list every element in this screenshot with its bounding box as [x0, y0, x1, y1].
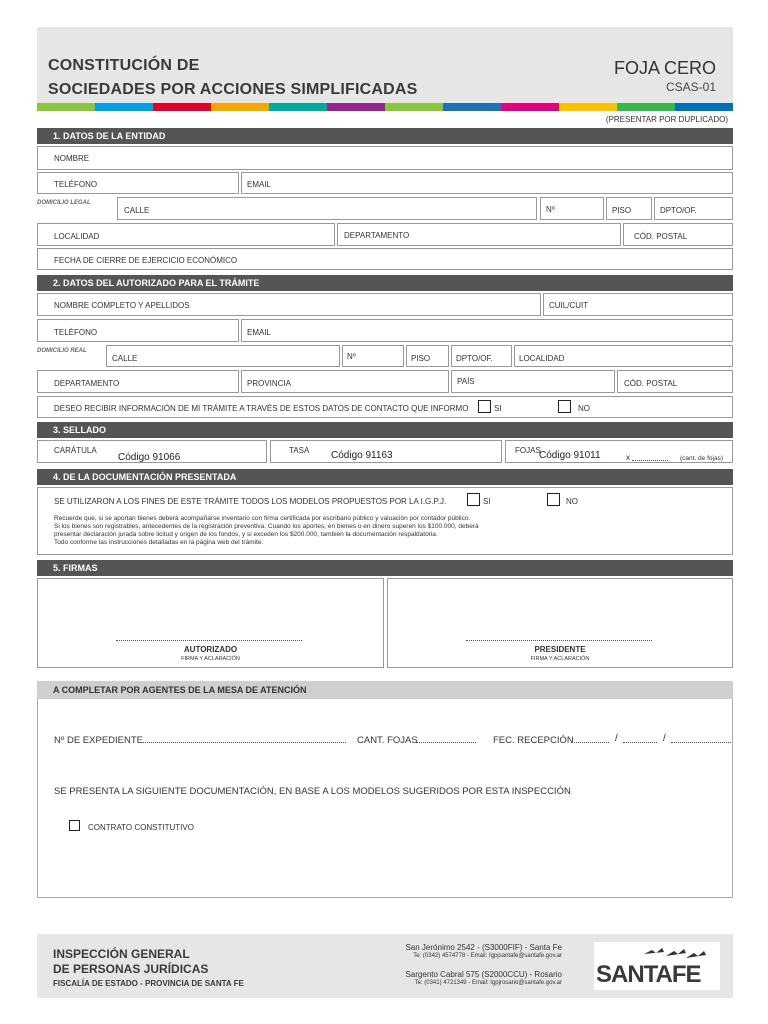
color-stripe — [37, 103, 733, 111]
section-1-header: 1. DATOS DE LA ENTIDAD — [37, 128, 733, 144]
stripe-segment — [617, 103, 675, 111]
fojas-label: FOJAS — [515, 446, 541, 455]
cuil-label: CUIL/CUIT — [549, 301, 589, 310]
autorizado-pais-field[interactable] — [451, 370, 615, 393]
contacto-preferencia-row — [37, 396, 733, 418]
contrato-checkbox[interactable] — [69, 820, 80, 831]
contrato-label: CONTRATO CONSTITUTIVO — [88, 823, 194, 832]
fecha-slash-1: / — [615, 733, 618, 744]
birds-icon — [642, 944, 708, 962]
form-title — [48, 54, 418, 102]
cant-fojas-input[interactable] — [416, 734, 476, 743]
fojas-cant-line — [632, 453, 668, 461]
contacto-no-label: NO — [578, 404, 590, 413]
presidente-signature-box[interactable] — [387, 578, 733, 668]
footer-org-line-2: DE PERSONAS JURÍDICAS — [53, 962, 209, 976]
stripe-segment — [37, 103, 95, 111]
piso-label: PISO — [612, 206, 632, 215]
expediente-label: Nº DE EXPEDIENTE — [54, 735, 143, 746]
nombre-label: NOMBRE — [54, 154, 90, 163]
autorizado-numero-field[interactable] — [342, 345, 404, 367]
fecha-slash-2: / — [663, 733, 666, 744]
note-2: Si los bienes son registrables, antecedentes de la registración preventiva. Cuando los aportes, en bienes o en dinero superen los $100.000, deberá — [54, 523, 479, 530]
documentacion-notes — [54, 515, 479, 547]
footer-addr-1: San Jerónimo 2542 - (S3000FIF) - Santa Fe — [405, 943, 562, 952]
title-line-1: CONSTITUCIÓN DE — [48, 57, 200, 74]
modelos-si-label: SI — [483, 497, 491, 506]
footer-contact-2: Te: (0341) 4721349 - Email: Igpjrosario@santafe.gov.ar — [414, 980, 562, 986]
dpto-label: DPTO/OF. — [660, 206, 697, 215]
calle-label-2: CALLE — [112, 354, 138, 363]
contacto-si-label: SI — [494, 404, 502, 413]
footer-rosario-address — [320, 970, 562, 988]
fecha-cierre-label: FECHA DE CIERRE DE EJERCICIO ECONÓMICO — [54, 256, 238, 265]
stripe-segment — [269, 103, 327, 111]
cant-fojas-label-agentes: CANT. FOJAS — [357, 735, 418, 746]
autorizado-label: AUTORIZADO — [183, 645, 238, 654]
entidad-cod-postal-field[interactable] — [623, 223, 733, 246]
presidente-firma-label: FIRMA Y ACLARACIÓN — [530, 656, 590, 662]
presidente-label: PRESIDENTE — [534, 645, 586, 654]
domicilio-real-label: DOMICILIO REAL — [37, 348, 87, 354]
footer-santafe-address — [320, 943, 562, 961]
provincia-label: PROVINCIA — [247, 379, 292, 388]
tasa-value: Código 91163 — [331, 450, 393, 461]
modelos-no-checkbox[interactable] — [547, 493, 560, 506]
autorizado-departamento-field[interactable] — [37, 370, 239, 393]
calle-label: CALLE — [124, 206, 150, 215]
note-4: Todo conforme las instrucciones detalladas en la página web del trámite. — [54, 539, 264, 546]
footer-org — [53, 947, 208, 977]
entidad-nombre-field[interactable] — [37, 146, 733, 170]
fecha-anio-input[interactable] — [671, 734, 731, 743]
autorizado-piso-field[interactable] — [406, 345, 449, 367]
presenta-label: SE PRESENTA LA SIGUIENTE DOCUMENTACIÓN, EN BASE A LOS MODELOS SUGERIDOS POR ESTA INSPECCIÓN — [54, 786, 571, 797]
fec-recepcion-label: FEC. RECEPCIÓN — [493, 735, 574, 746]
footer-contact-1: Te: (0342) 4574778 - Email: Igpjsantafe@santafe.gov.ar — [413, 953, 562, 959]
agentes-header: A COMPLETAR POR AGENTES DE LA MESA DE ATENCIÓN — [37, 681, 733, 699]
stripe-segment — [501, 103, 559, 111]
entidad-calle-field[interactable] — [117, 197, 537, 220]
localidad-label-2: LOCALIDAD — [519, 354, 565, 363]
autorizado-firma-label: FIRMA Y ACLARACIÓN — [181, 656, 240, 662]
stripe-segment — [385, 103, 443, 111]
entidad-email-field[interactable] — [241, 172, 733, 194]
note-3: presentar declaración jurada sobre licitud y origen de los fondos, y si exceden los $200.000, también la documentación respaldatoria. — [54, 531, 438, 538]
telefono-label-2: TELÉFONO — [54, 328, 98, 337]
footer-org-line-3: FISCALÍA DE ESTADO - PROVINCIA DE SANTA FE — [53, 979, 244, 988]
caratula-label: CARÁTULA — [54, 446, 97, 455]
entidad-telefono-field[interactable] — [37, 172, 239, 194]
autorizado-cod-postal-field[interactable] — [617, 370, 733, 393]
section-2-header: 2. DATOS DEL AUTORIZADO PARA EL TRÁMITE — [37, 275, 733, 291]
expediente-input[interactable] — [140, 734, 346, 743]
cod-postal-label: CÓD. POSTAL — [634, 232, 688, 241]
duplicate-note: (PRESENTAR POR DUPLICADO) — [605, 115, 728, 124]
caratula-value: Código 91066 — [118, 452, 181, 463]
section-5-header: 5. FIRMAS — [37, 560, 733, 576]
dpto-label-2: DPTO/OF. — [456, 354, 493, 363]
documentacion-box — [37, 487, 733, 555]
piso-label-2: PISO — [411, 354, 431, 363]
stripe-segment — [153, 103, 211, 111]
cant-fojas-label: (cant. de fojas) — [680, 455, 723, 462]
modelos-si-checkbox[interactable] — [467, 493, 480, 506]
departamento-label: DEPARTAMENTO — [344, 231, 410, 240]
santafe-logo — [594, 942, 720, 990]
autorizado-provincia-field[interactable] — [241, 370, 449, 393]
stripe-segment — [327, 103, 385, 111]
section-4-header: 4. DE LA DOCUMENTACIÓN PRESENTADA — [37, 469, 733, 485]
departamento-label-2: DEPARTAMENTO — [54, 379, 120, 388]
autorizado-calle-field[interactable] — [106, 345, 340, 367]
telefono-label: TELÉFONO — [54, 180, 98, 189]
stripe-segment — [95, 103, 153, 111]
nombre-completo-label: NOMBRE COMPLETO Y APELLIDOS — [54, 301, 190, 310]
autorizado-signature-box[interactable] — [37, 578, 384, 668]
domicilio-legal-label: DOMICILIO LEGAL — [37, 200, 91, 206]
tasa-label: TASA — [289, 446, 310, 455]
entidad-localidad-field[interactable] — [37, 223, 335, 246]
stripe-segment — [211, 103, 269, 111]
entidad-piso-field[interactable] — [606, 197, 652, 220]
caratula-field[interactable] — [37, 440, 267, 463]
email-label: EMAIL — [247, 180, 272, 189]
autorizado-cuil-field[interactable] — [543, 293, 733, 316]
localidad-label: LOCALIDAD — [54, 232, 100, 241]
numero-label-2: Nº — [347, 352, 356, 361]
tasa-field[interactable] — [270, 440, 502, 463]
footer-addr-2: Sargento Cabral 575 (S2000CCU) - Rosario — [405, 970, 562, 979]
section-3-header: 3. SELLADO — [37, 422, 733, 438]
numero-label: Nº — [546, 205, 555, 214]
deseo-label: DESEO RECIBIR INFORMACIÓN DE MI TRÁMITE A TRAVÉS DE ESTOS DATOS DE CONTACTO QUE INFORMO — [54, 404, 469, 413]
contacto-si-checkbox[interactable] — [478, 400, 491, 413]
autorizado-localidad-field[interactable] — [514, 345, 733, 367]
foja-title: FOJA CERO — [613, 58, 716, 78]
fecha-mes-input[interactable] — [623, 734, 657, 743]
footer-org-line-1: INSPECCIÓN GENERAL — [53, 947, 190, 961]
title-line-2: SOCIEDADES POR ACCIONES SIMPLIFICADAS — [48, 81, 418, 98]
entidad-numero-field[interactable] — [540, 197, 604, 220]
fojas-value: Código 91011 — [539, 450, 601, 461]
fojas-field[interactable] — [505, 440, 733, 463]
entidad-dpto-field[interactable] — [654, 197, 733, 220]
autorizado-signature-line — [116, 640, 302, 641]
presidente-signature-line — [466, 640, 652, 641]
fecha-dia-input[interactable] — [571, 734, 609, 743]
note-1: Recuerde que, si se aportan bienes deberá acompañarse inventario con firma certificada por escribano público y valuación por contador público. — [54, 515, 471, 522]
stripe-segment — [443, 103, 501, 111]
autorizado-email-field[interactable] — [241, 319, 733, 342]
modelos-no-label: NO — [566, 497, 578, 506]
stripe-segment — [559, 103, 617, 111]
form-code: CSAS-01 — [665, 80, 716, 94]
santafe-logo-text: SANTAFE — [596, 961, 701, 988]
modelos-question: SE UTILIZARON A LOS FINES DE ESTE TRÁMITE TODOS LOS MODELOS PROPUESTOS POR LA I.G.P.J. — [54, 497, 447, 506]
autorizado-dpto-field[interactable] — [451, 345, 512, 367]
email-label-2: EMAIL — [247, 328, 272, 337]
autorizado-nombre-field[interactable] — [37, 293, 541, 316]
fecha-cierre-field[interactable] — [37, 248, 733, 270]
entidad-departamento-field[interactable] — [337, 223, 621, 246]
fojas-x: x — [626, 453, 630, 462]
autorizado-telefono-field[interactable] — [37, 319, 239, 342]
stripe-segment — [675, 103, 733, 111]
cod-postal-label-2: CÓD. POSTAL — [624, 379, 678, 388]
pais-label: PAÍS — [457, 377, 475, 386]
contacto-no-checkbox[interactable] — [558, 400, 571, 413]
